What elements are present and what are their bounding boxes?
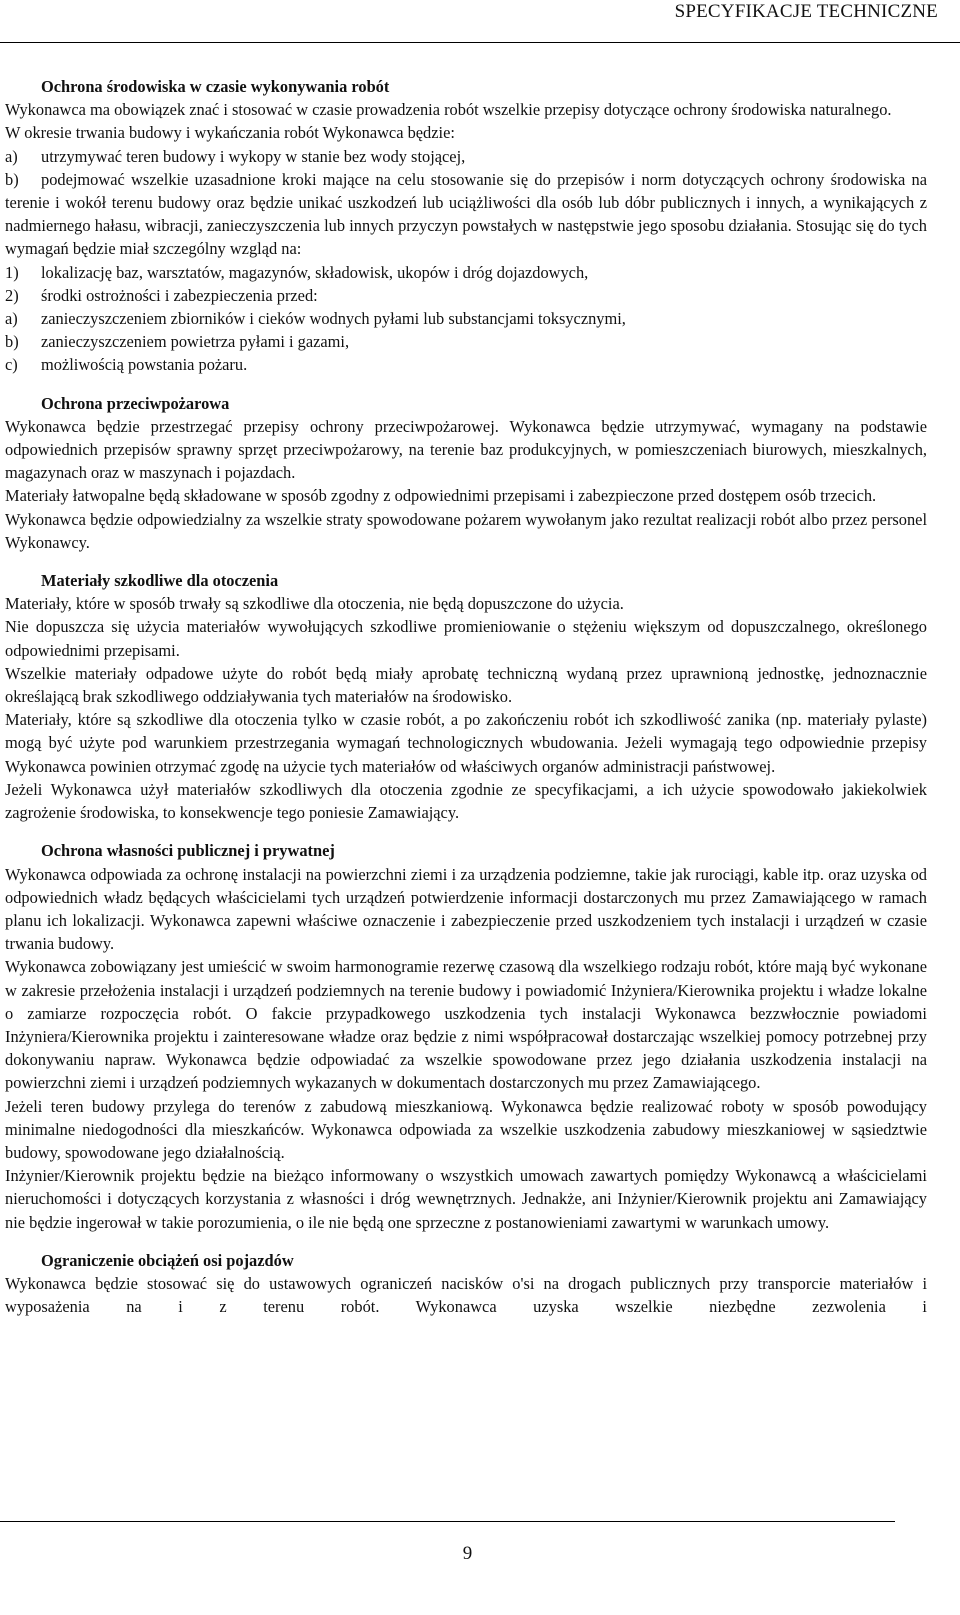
paragraph: Jeżeli teren budowy przylega do terenów z zabudową mieszkaniową. Wykonawca będzie realizować roboty w sposób powodujący minimalne niedogodności dla mieszkańców. Wykonawca odpowiada za wszelkie uszkodzenia zabudowy mieszkaniowej w sąsiedztwie budowy, spowodowane jego działalnością.: [5, 1096, 927, 1162]
list-item: [5, 261, 927, 284]
section-heading-axle-load-limits: Ograniczenie obciążeń osi pojazdów: [41, 1250, 294, 1270]
list-item-text: zanieczyszczeniem powietrza pyłami i gazami,: [41, 332, 350, 352]
list-item-text: utrzymywać teren budowy i wykopy w stanie bez wody stojącej,: [41, 146, 466, 166]
list-special-regard: [5, 261, 927, 377]
list-marker: 1): [5, 262, 19, 282]
paragraph: Wykonawca będzie odpowiedzialny za wszelkie straty spowodowane pożarem wywołanym jako rezultat realizacji robót albo przez personel Wykonawcy.: [5, 509, 927, 552]
paragraph: Inżynier/Kierownik projektu będzie na bieżąco informowany o wszystkich umowach zawartych pomiędzy Wykonawcą a właścicielami nieruchomości i dotyczących korzystania z własności i dróg wewnętrznych. Jednakże, ani Inżynier/Kierownik projektu ani Zamawiający nie będzie ingerował w takie porozumienia, o ile nie będą one sprzeczne z postanowieniami zawartymi w warunkach umowy.: [5, 1166, 927, 1232]
header-divider: [0, 42, 960, 43]
paragraph: Wszelkie materiały odpadowe użyte do robót będą miały aprobatę techniczną wydaną przez uprawnioną jednostkę, jednoznacznie określającą brak szkodliwego oddziaływania tych materiałów na środowisko.: [5, 663, 927, 707]
list-item: [5, 284, 927, 307]
document-body: [5, 75, 927, 1318]
page-header: [0, 0, 960, 44]
paragraph: Wykonawca będzie stosować się do ustawowych ograniczeń nacisków o'si na drogach publicznych przy transporcie materiałów i wyposażenia na i z terenu robót. Wykonawca uzyska wszelkie niezbędne zezwolenia i: [5, 1273, 927, 1317]
list-marker: a): [5, 146, 18, 166]
section-heading-environment: Ochrona środowiska w czasie wykonywania robót: [41, 77, 390, 96]
list-marker: b): [5, 332, 19, 352]
list-environment-duties: [5, 145, 927, 261]
list-marker: b): [5, 169, 19, 189]
paragraph: Wykonawca będzie przestrzegać przepisy ochrony przeciwpożarowej. Wykonawca będzie utrzymywać, wymagany na podstawie odpowiednich przepisów sprawny sprzęt przeciwpożarowy, na terenie baz produkcyjnych, w pomieszczeniach biurowych, mieszkalnych, magazynach oraz w maszynach i pojazdach.: [5, 416, 927, 483]
list-item-text: lokalizację baz, warsztatów, magazynów, składowisk, ukopów i dróg dojazdowych,: [41, 262, 589, 282]
list-marker: a): [5, 309, 18, 329]
section-spacer: [5, 554, 927, 569]
footer-divider: [0, 1521, 895, 1522]
header-title: SPECYFIKACJE TECHNICZNE: [674, 1, 938, 22]
list-item-text: zanieczyszczeniem zbiorników i cieków wodnych pyłami lub substancjami toksycznymi,: [41, 309, 626, 329]
section-heading-property-protection: Ochrona własności publicznej i prywatnej: [41, 841, 335, 861]
paragraph: Materiały łatwopalne będą składowane w sposób zgodny z odpowiednimi przepisami i zabezpieczone przed dostępem osób trzecich.: [5, 486, 877, 506]
paragraph: Nie dopuszcza się użycia materiałów wywołujących szkodliwe promieniowanie o stężeniu większym od dopuszczalnego, określonego odpowiednimi przepisami.: [5, 617, 927, 660]
paragraph: W okresie trwania budowy i wykańczania robót Wykonawca będzie:: [5, 123, 455, 143]
list-marker: 2): [5, 285, 19, 305]
page-number: 9: [462, 1543, 473, 1564]
paragraph: Materiały, które są szkodliwe dla otoczenia tylko w czasie robót, a po zakończeniu robót ich szkodliwość zanika (np. materiały pylaste) mogą być użyte pod warunkiem przestrzegania wymagań technologicznych wbudowania. Jeżeli wymagają tego odpowiednie przepisy Wykonawca powinien otrzymać zgodę na użycie tych materiałów od właściwych organów administracji państwowej.: [5, 710, 927, 776]
list-item: [5, 330, 927, 353]
list-item: [5, 168, 927, 261]
list-item: [5, 353, 927, 376]
list-item: [5, 145, 927, 168]
list-item-text: środki ostrożności i zabezpieczenia przed:: [41, 285, 318, 305]
paragraph: Materiały, które w sposób trwały są szkodliwe dla otoczenia, nie będą dopuszczone do użycia.: [5, 594, 624, 614]
section-heading-fire-protection: Ochrona przeciwpożarowa: [41, 393, 230, 413]
list-item: [5, 307, 927, 330]
list-marker: c): [5, 355, 18, 375]
section-spacer: [5, 1234, 927, 1249]
paragraph: Wykonawca odpowiada za ochronę instalacji na powierzchni ziemi i za urządzenia podziemne, takie jak rurociągi, kable itp. oraz uzyska od odpowiednich władz będących właścicielami tych urządzeń potwierdzenie informacji dostarczonych mu przez Zamawiającego w ramach planu ich lokalizacji. Wykonawca zapewni właściwe oznaczenie i zabezpieczenie przed uszkodzeniem tych instalacji i urządzeń w czasie trwania budowy.: [5, 864, 927, 954]
paragraph: Wykonawca zobowiązany jest umieścić w swoim harmonogramie rezerwę czasową dla wszelkiego rodzaju robót, które mają być wykonane w zakresie przełożenia instalacji i urządzeń podziemnych na terenie budowy i powiadomić Inżyniera/Kierownika projektu i władze lokalne o zamiarze rozpoczęcia robót. O fakcie przypadkowego uszkodzenia tych instalacji Wykonawca bezzwłocznie powiadomi Inżyniera/Kierownika projektu i zainteresowane władze oraz będzie z nimi współpracował dostarczając wszelkiej pomocy potrzebnej przy dokonywaniu napraw. Wykonawca będzie odpowiadać za wszelkie spowodowane przez jego działania uszkodzenia instalacji na powierzchni ziemi i urządzeń podziemnych wykazanych w dokumentach dostarczonych mu przez Zamawiającego.: [5, 957, 927, 1093]
list-item-text: podejmować wszelkie uzasadnione kroki mające na celu stosowanie się do przepisów i norm dotyczących ochrony środowiska na terenie i wokół terenu budowy oraz będzie unikać uszkodzeń lub uciążliwości dla osób lub dóbr publicznych i innych, a wynikających z nadmiernego hałasu, wibracji, zanieczyszczenia lub innych przyczyn powstałych w następstwie jego sposobu działania. Stosując się do tych wymagań będzie miał szczególny wzgląd na:: [5, 169, 927, 259]
section-spacer: [5, 377, 927, 392]
section-heading-harmful-materials: Materiały szkodliwe dla otoczenia: [41, 571, 279, 591]
paragraph: Wykonawca ma obowiązek znać i stosować w czasie prowadzenia robót wszelkie przepisy dotyczące ochrony środowiska naturalnego.: [5, 100, 892, 120]
list-item-text: możliwością powstania pożaru.: [41, 355, 248, 375]
paragraph: Jeżeli Wykonawca użył materiałów szkodliwych dla otoczenia zgodnie ze specyfikacjami, a ich użycie spowodowało jakiekolwiek zagrożenie środowiska, to konsekwencje tego poniesie Zamawiający.: [5, 779, 927, 823]
section-spacer: [5, 824, 927, 839]
